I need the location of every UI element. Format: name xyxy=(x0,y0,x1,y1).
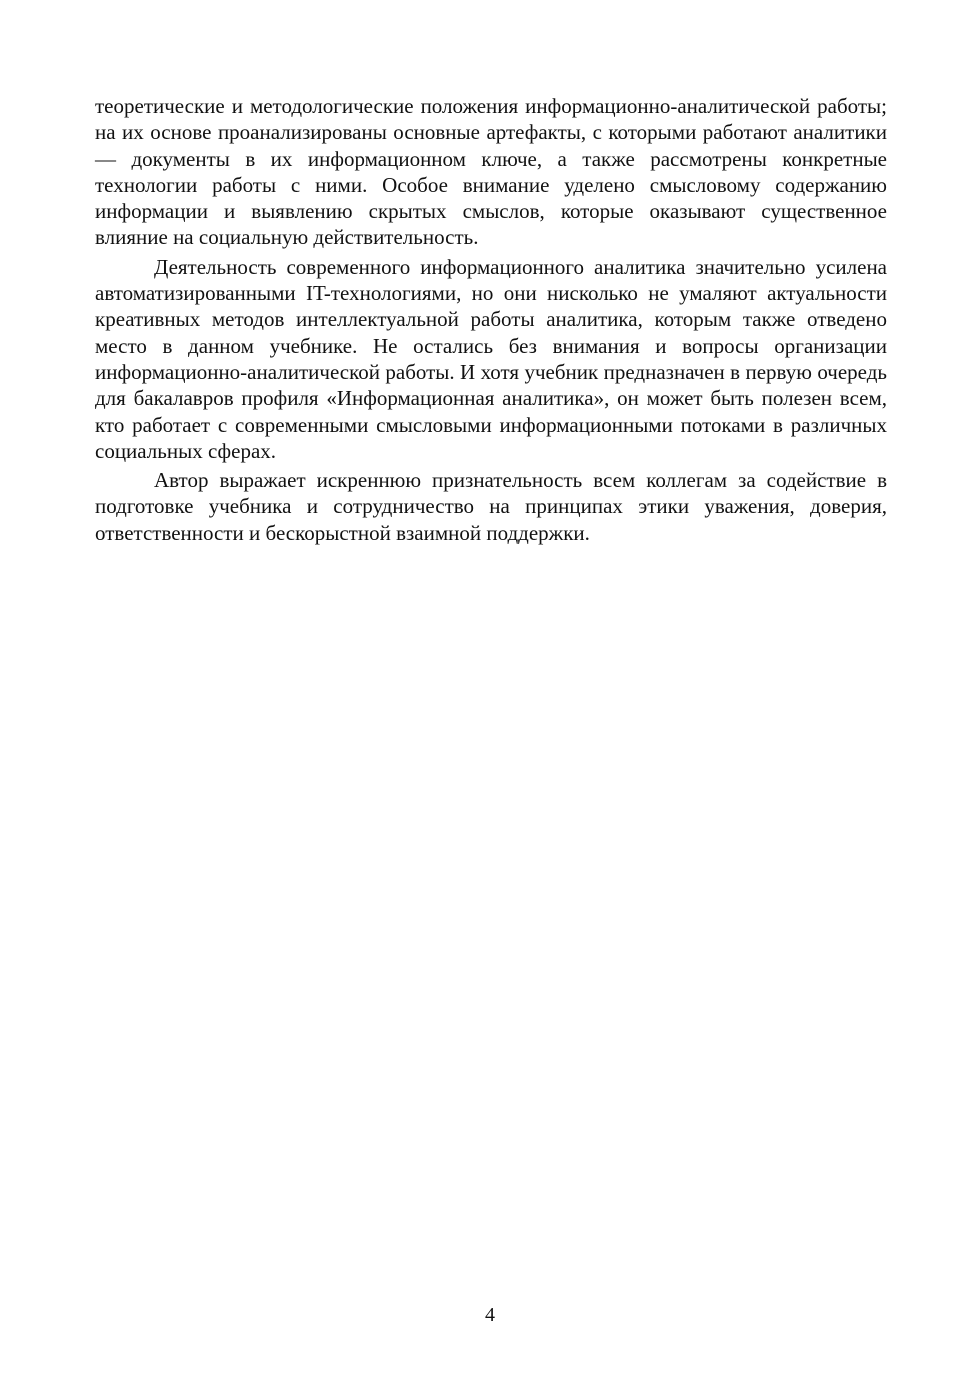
paragraph-continuation: теоретические и методологические положения информационно-аналитической работы; на их основе проанализированы основные артефакты, с которыми работают аналитики — документы в их информационном ключе, а также рассмотрены конкретные технологии работы с ними. Особое внимание уделено смысловому содержанию информации и выявлению скрытых смыслов, которые оказывают существенное влияние на социальную действительность. xyxy=(95,94,887,250)
paragraph-acknowledgements: Автор выражает искреннюю признательность всем коллегам за содействие в подготовке учебника и сотрудничество на принципах этики уважения, доверия, ответственности и бескорыстной взаимной поддержки. xyxy=(95,468,887,545)
page-number: 4 xyxy=(485,1304,495,1326)
paragraph-it-technologies: Деятельность современного информационного аналитика значительно усилена автоматизированными IT-технологиями, но они нисколько не умаляют актуальности креативных методов интеллектуальной работы аналитика, которым также отведено место в данном учебнике. Не остались без внимания и вопросы организации информационно-аналитической работы. И хотя учебник предназначен в первую очередь для бакалавров профиля «Информационная аналитика», он может быть полезен всем, кто работает с современными смысловыми информационными потоками в различных социальных сферах. xyxy=(95,254,887,463)
body-text xyxy=(95,93,887,549)
